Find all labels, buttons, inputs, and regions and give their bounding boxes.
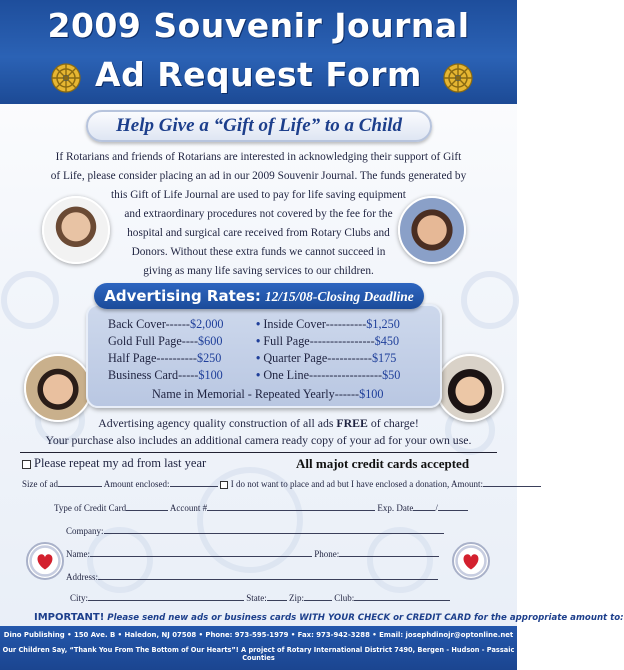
repeat-ad-checkbox[interactable] — [22, 460, 31, 469]
rotary-wheel-icon — [442, 62, 474, 94]
zip-field[interactable] — [304, 592, 332, 601]
heart-icon — [454, 544, 488, 578]
form-title: Ad Request Form — [95, 55, 422, 94]
rate-inside-cover: • Inside Cover----------$1,250 — [256, 317, 400, 331]
intro-line: and extraordinary procedures not covered by the fee for the — [124, 208, 393, 220]
credit-cards-note: All majot credit cards accepted — [296, 456, 470, 471]
rate-back-cover: Back Cover------$2,000 — [108, 317, 224, 331]
rate-gold-full-page: Gold Full Page----$600 — [108, 334, 223, 348]
important-label: IMPORTANT! — [34, 612, 105, 623]
city-state-zip-row: City: State: Zip: Club: — [70, 592, 450, 603]
address-field[interactable] — [98, 571, 438, 580]
publisher-contact: Dino Publishing • 150 Ave. B • Haledon, NJ 07508 • Phone: 973-595-1979 • Fax: 973-942-3288 • Email: josephdinojr@optonline.net — [3, 631, 514, 639]
amount-enclosed-field[interactable] — [170, 478, 218, 487]
credit-card-row: Type of Credit Card Account # Exp. Date / — [54, 502, 468, 513]
agency-note: Advertising agency quality construction of all ads FREE of charge! — [98, 416, 419, 430]
intro-paragraph-narrow — [110, 186, 407, 281]
gift-of-life-seal — [452, 542, 490, 580]
account-number-field[interactable] — [207, 502, 375, 511]
repeat-ad-option[interactable] — [22, 456, 206, 471]
header-band — [0, 0, 517, 104]
important-text: Please send new ads or business cards WITH YOUR CHECK or CREDIT CARD for the appropriate amount to: — [107, 613, 624, 623]
rate-half-page: Half Page----------$250 — [108, 351, 222, 365]
intro-line: hospital and surgical care received from Rotary Clubs and — [127, 227, 390, 239]
address-row: Address: — [66, 571, 438, 582]
rates-heading — [94, 283, 424, 309]
exp-month-field[interactable] — [413, 502, 435, 511]
child-photo — [42, 196, 110, 264]
camera-ready-note: Your purchase also includes an additional camera ready copy of your ad for your own use. — [45, 433, 472, 447]
intro-paragraph-top — [20, 148, 497, 186]
intro-line: giving as many life saving services to our children. — [143, 265, 374, 277]
footer-band — [0, 626, 517, 670]
donation-amount-field[interactable] — [483, 478, 541, 487]
rates-heading-label: Advertising Rates: — [104, 287, 261, 305]
rate-business-card: Business Card-----$100 — [108, 368, 223, 382]
name-field[interactable] — [90, 548, 312, 557]
form-divider — [20, 452, 497, 453]
journal-title: 2009 Souvenir Journal — [47, 6, 470, 45]
intro-line: this Gift of Life Journal are used to pay for life saving equipment — [111, 189, 406, 201]
child-photo — [436, 354, 504, 422]
gift-of-life-banner: Help Give a “Gift of Life” to a Child — [86, 110, 432, 142]
credit-card-type-field[interactable] — [126, 502, 168, 511]
donation-checkbox[interactable] — [220, 481, 228, 489]
city-field[interactable] — [88, 592, 244, 601]
state-field[interactable] — [267, 592, 287, 601]
repeat-ad-label: Please repeat my ad from last year — [34, 456, 207, 470]
intro-line: If Rotarians and friends of Rotarians are interested in acknowledging their support of Gift — [55, 151, 462, 163]
company-field[interactable] — [104, 525, 444, 534]
important-note — [34, 612, 624, 623]
rate-one-line: • One Line------------------$50 — [256, 368, 401, 382]
rotary-wheel-icon — [50, 62, 82, 94]
project-credit: Our Children Say, “Thank You From The Bottom of Our Hearts”! A project of Rotary International District 7490, Bergen - Hudson - Passaic Counties — [2, 646, 515, 662]
size-of-ad-field[interactable] — [58, 478, 102, 487]
exp-year-field[interactable] — [438, 502, 468, 511]
heart-icon — [28, 544, 62, 578]
name-phone-row: Name: Phone: — [66, 548, 439, 559]
intro-line: of Life, please consider placing an ad in our 2009 Souvenir Journal. The funds generated by — [50, 170, 467, 182]
company-row: Company: — [66, 525, 444, 536]
closing-deadline: 12/15/08-Closing Deadline — [264, 289, 414, 304]
child-photo — [398, 196, 466, 264]
intro-line: Donors. Without these extra funds we cannot succeed in — [131, 246, 386, 258]
rate-name-in-memorial: Name in Memorial - Repeated Yearly------$100 — [152, 387, 384, 401]
phone-field[interactable] — [339, 548, 439, 557]
size-amount-row: Size of ad Amount enclosed: I do not want to place and ad but I have enclosed a donation, Amount: — [22, 478, 541, 489]
gift-of-life-seal — [26, 542, 64, 580]
rate-quarter-page: • Quarter Page-----------$175 — [256, 351, 397, 365]
club-field[interactable] — [354, 592, 450, 601]
rate-full-page: • Full Page----------------$450 — [256, 334, 400, 348]
child-photo — [24, 354, 92, 422]
